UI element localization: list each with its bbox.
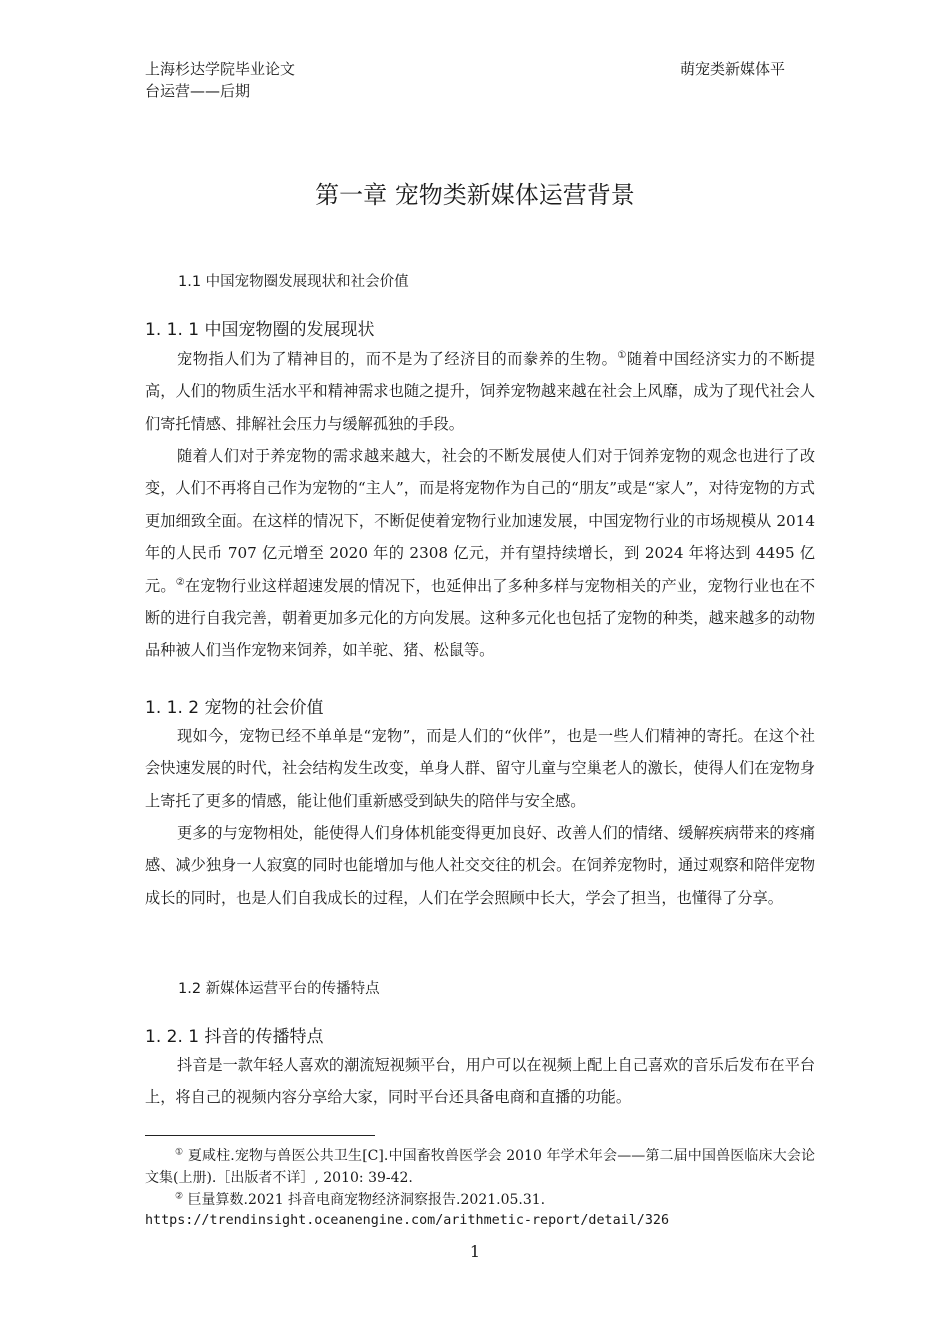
footnote-ref-1: ① xyxy=(617,349,627,361)
subsection-heading-1-1-1: 1. 1. 1 中国宠物圈的发展现状 xyxy=(145,320,375,340)
footnote-2 xyxy=(145,1189,815,1211)
paragraph-text: 随着人们对于养宠物的需求越来越大，社会的不断发展使人们对于饲养宠物的观念也进行了改变，人们不再将自己作为宠物的“主人”，而是将宠物作为自己的“朋友”或是“家人”，对待宠物的方式更加细致全面。在这样的情况下，不断促使着宠物行业加速发展，中国宠物行业的市场规模从 2014 年的人民币 707 亿元增至 2020 年的 2308 亿元，并有望持续增长，到 2024 年将达到 4495 亿元。 xyxy=(145,447,815,595)
paragraph-pet-industry xyxy=(145,440,815,667)
running-header-continuation: 台运营——后期 xyxy=(145,82,251,100)
subsection-heading-1-1-2: 1. 1. 2 宠物的社会价值 xyxy=(145,698,324,718)
footnote-text: 巨量算数.2021 抖音电商宠物经济洞察报告.2021.05.31. xyxy=(183,1192,546,1208)
footnote-ref-2: ② xyxy=(175,576,185,588)
paragraph-text: 在宠物行业这样超速发展的情况下，也延伸出了多种多样与宠物相关的产业，宠物行业也在不断的进行自我完善，朝着更加多元化的方向发展。这种多元化也包括了宠物的种类，越来越多的动物品种被人们当作宠物来饲养，如羊驼、猪、松鼠等。 xyxy=(145,576,816,660)
subsection-heading-1-2-1: 1. 2. 1 抖音的传播特点 xyxy=(145,1027,324,1047)
footnote-mark-1: ① xyxy=(175,1147,184,1158)
footnote-text: 夏咸柱.宠物与兽医公共卫生[C].中国畜牧兽医学会 2010 年学术年会——第二届中国兽医临床大会论文集(上册).［出版者不详］, 2010: 39-42. xyxy=(145,1148,815,1186)
paragraph-pet-definition xyxy=(145,343,815,440)
running-header-left: 上海杉达学院毕业论文 xyxy=(145,60,296,78)
page-number: 1 xyxy=(469,1242,481,1261)
section-heading-1-2: 1.2 新媒体运营平台的传播特点 xyxy=(178,981,380,997)
paragraph-text: 随着中国经济实力的不断提高，人们的物质生活水平和精神需求也随之提升，饲养宠物越来越在社会上风靡，成为了现代社会人们寄托情感、排解社会压力与缓解孤独的手段。 xyxy=(145,350,816,433)
running-header-right: 萌宠类新媒体平 xyxy=(680,60,786,78)
paragraph-benefits: 更多的与宠物相处，能使得人们身体机能变得更加良好、改善人们的情绪、缓解疾病带来的疼痛感、减少独身一人寂寞的同时也能增加与他人社交交往的机会。在饲养宠物时，通过观察和陪伴宠物成长的同时，也是人们自我成长的过程，人们在学会照顾中长大，学会了担当，也懂得了分享。 xyxy=(145,824,815,907)
paragraph-social-value: 现如今，宠物已经不单单是“宠物”，而是人们的“伙伴”，也是一些人们精神的寄托。在这个社会快速发展的时代，社会结构发生改变，单身人群、留守儿童与空巢老人的激长，使得人们在宠物身上寄托了更多的情感，能让他们重新感受到缺失的陪伴与安全感。 xyxy=(145,727,815,810)
footnote-separator xyxy=(145,1135,375,1136)
footnote-mark-2: ② xyxy=(175,1191,184,1202)
section-heading-1-1: 1.1 中国宠物圈发展现状和社会价值 xyxy=(178,274,409,290)
footnote-2-url: https://trendinsight.oceanengine.com/arithmetic-report/detail/326 xyxy=(145,1213,670,1228)
paragraph-text: 宠物指人们为了精神目的，而不是为了经济目的而豢养的生物。 xyxy=(177,350,618,368)
footnote-1 xyxy=(145,1145,815,1189)
paragraph-douyin: 抖音是一款年轻人喜欢的潮流短视频平台，用户可以在视频上配上自己喜欢的音乐后发布在平台上，将自己的视频内容分享给大家，同时平台还具备电商和直播的功能。 xyxy=(145,1056,815,1107)
chapter-title: 第一章 宠物类新媒体运营背景 xyxy=(315,181,635,209)
